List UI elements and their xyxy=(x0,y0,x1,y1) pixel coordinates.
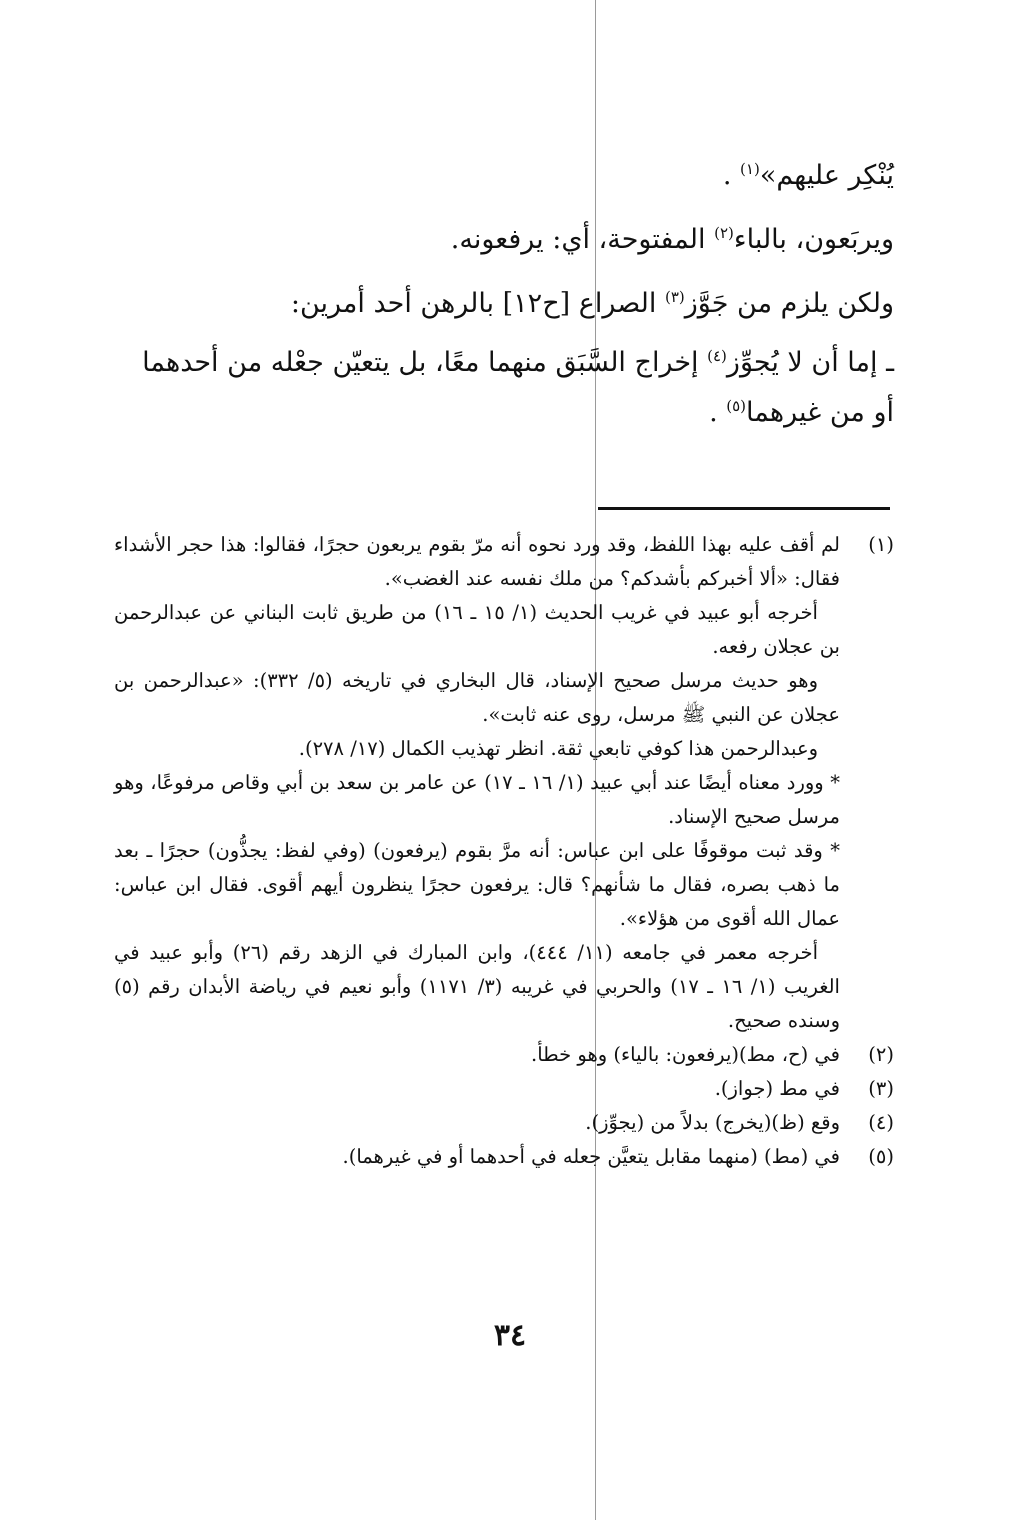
footnote-paragraph: * وورد معناه أيضًا عند أبي عبيد (١/ ١٦ ـ ١٧) عن عامر بن سعد بن أبي وقاص مرفوعًا، وهو مرسل صحيح الإسناد. xyxy=(114,771,840,828)
body-text-segment: يُنْكِر عليهم» xyxy=(759,160,894,191)
footnote-paragraph: لم أقف عليه بهذا اللفظ، وقد ورد نحوه أنه مرّ بقوم يربعون حجرًا، فقالوا: هذا حجر الأشداء فقال: «ألا أخبركم بأشدكم؟ من ملك نفسه عند الغضب». xyxy=(114,533,840,590)
footnote-ref: (٥) xyxy=(726,397,747,415)
body-text-segment: . xyxy=(722,160,741,191)
main-text xyxy=(114,148,894,438)
body-text-segment: الصراع [ح١٢] بالرهن أحد أمرين: xyxy=(290,288,665,319)
footnote-separator xyxy=(598,507,890,510)
body-line xyxy=(114,148,894,204)
body-text-segment: ـ إما أن لا يُجوِّز xyxy=(726,347,894,378)
body-paragraph xyxy=(114,338,894,438)
footnote-ref: (٢) xyxy=(714,224,734,242)
footnote-paragraph: أخرجه معمر في جامعه (١١/ ٤٤٤)، وابن المبارك في الزهد رقم (٢٦) وأبو عبيد في الغريب (١/ ١٦ ـ ١٧) والحربي في غريبه (٣/ ١١٧١) وأبو نعيم في رياضة الأبدان رقم (٥) وسنده صحيح. xyxy=(114,941,840,1032)
footnote-paragraph: وعبدالرحمن هذا كوفي تابعي ثقة. انظر تهذيب الكمال (١٧/ ٢٧٨). xyxy=(298,737,818,760)
footnote-paragraph: * وقد ثبت موقوفًا على ابن عباس: أنه مرَّ بقوم (يرفعون) (وفي لفظ: يجذُّون) حجرًا ـ بعد ما ذهب بصره، فقال ما شأنهم؟ قال: يرفعون حجرًا ينظرون أيهم أقوى. فقال ابن عباس: عمال الله أقوى من هؤلاء». xyxy=(114,839,840,930)
footnote-ref: (١) xyxy=(740,160,760,178)
body-line xyxy=(114,212,894,268)
footnote-5 xyxy=(114,1140,894,1174)
body-text-segment: إخراج السَّبَق منهما معًا، بل يتعيّن جعْله من أحدهما أو من غيرهما xyxy=(142,347,894,428)
footnote-2 xyxy=(114,1038,894,1072)
body-text-segment: ولكن يلزم من جَوَّز xyxy=(684,288,894,319)
footnote-1 xyxy=(114,528,894,1038)
footnote-number: (٣) xyxy=(868,1077,894,1100)
body-text-segment: ويربَعون، بالباء xyxy=(733,224,894,255)
footnote-paragraph: أخرجه أبو عبيد في غريب الحديث (١/ ١٥ ـ ١٦) من طريق ثابت البناني عن عبدالرحمن بن عجلان رفعه. xyxy=(114,601,840,658)
body-text-segment: . xyxy=(709,397,727,428)
footnote-number: (٥) xyxy=(868,1145,894,1168)
footnotes-section xyxy=(114,528,894,1174)
footnote-ref: (٤) xyxy=(707,347,727,365)
footnote-paragraph: في (مط) (منهما مقابل يتعيَّن جعله في أحدهما أو في غيرهما). xyxy=(342,1145,840,1168)
footnote-paragraph: وهو حديث مرسل صحيح الإسناد، قال البخاري في تاريخه (٥/ ٣٣٢): «عبدالرحمن بن عجلان عن النبي ﷺ مرسل، روى عنه ثابت». xyxy=(114,669,840,726)
body-line xyxy=(114,276,894,332)
footnote-number: (٢) xyxy=(868,1043,894,1066)
body-text-segment: المفتوحة، أي: يرفعونه. xyxy=(450,224,715,255)
footnote-number: (٤) xyxy=(868,1111,894,1134)
footnote-ref: (٣) xyxy=(664,288,685,306)
footnote-paragraph: في مط (جواز). xyxy=(714,1077,840,1100)
page-number: ٣٤ xyxy=(493,1318,527,1353)
footnote-4 xyxy=(114,1106,894,1140)
footnote-paragraph: وقع (ظ)(يخرج) بدلاً من (يجوِّز). xyxy=(585,1111,840,1134)
footnote-3 xyxy=(114,1072,894,1106)
footnote-paragraph: في (ح، مط)(يرفعون: بالياء) وهو خطأ. xyxy=(531,1043,840,1066)
footnote-number: (١) xyxy=(868,533,894,556)
